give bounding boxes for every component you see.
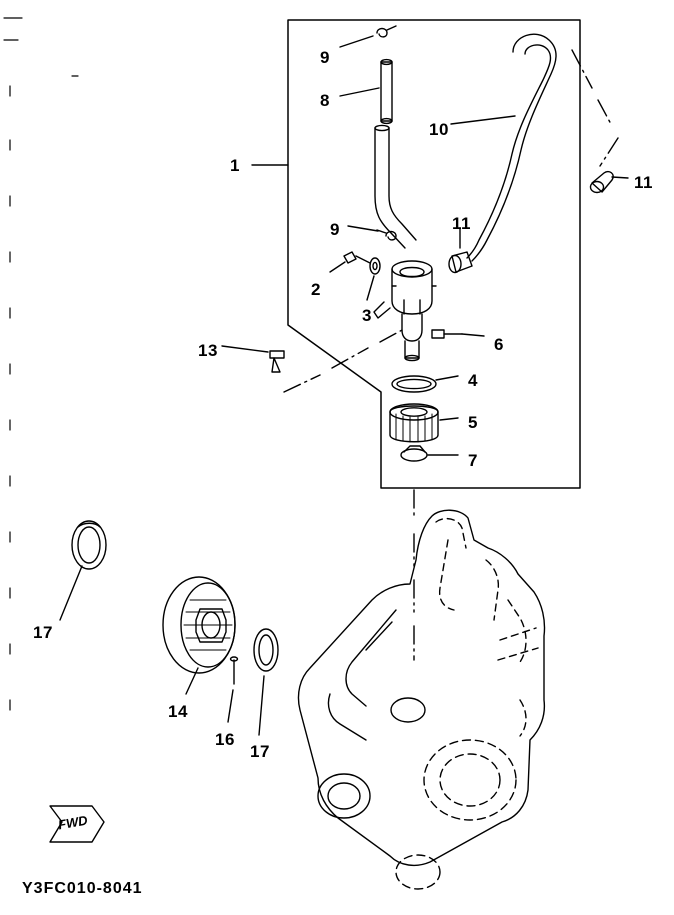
leader-5 <box>440 418 458 420</box>
crankcase-detail-7 <box>366 622 392 650</box>
leader-3 <box>367 276 374 300</box>
gear-5-bore <box>401 408 427 416</box>
clamp-9-top <box>377 29 387 37</box>
screw-6-head <box>432 330 444 338</box>
bolt-13-head <box>270 351 284 358</box>
leader-4 <box>436 376 458 380</box>
leader-11-right <box>612 177 628 178</box>
callout-number-8: 8 <box>320 91 330 110</box>
pump-side-arm <box>374 302 390 318</box>
gear-5-body <box>390 406 438 442</box>
callout-number-11: 11 <box>452 214 471 233</box>
callout-number-2: 2 <box>311 280 321 299</box>
washer-3 <box>370 258 380 274</box>
callout-number-16: 16 <box>215 730 235 749</box>
callout-number-17: 17 <box>250 742 270 761</box>
crankcase-detail-3 <box>486 560 498 620</box>
crankcase-detail-6 <box>498 648 538 660</box>
crankcase-bore-inner <box>440 754 500 806</box>
axis-line-13 <box>284 329 404 392</box>
pump-body-ribs <box>404 300 420 314</box>
crankcase-bore-small <box>318 774 370 818</box>
callout-number-14: 14 <box>168 702 188 721</box>
leader-10 <box>451 116 515 124</box>
leader-9-lower <box>348 226 378 231</box>
leader-17-lower <box>259 676 264 735</box>
leader-6-tail <box>462 334 484 336</box>
pump-top-plate <box>400 268 424 277</box>
callout-number-17: 17 <box>33 623 53 642</box>
leader-16 <box>228 690 233 722</box>
part-code-label: Y3FC010-8041 <box>22 880 143 897</box>
leader-13 <box>222 346 268 352</box>
callout-number-9: 9 <box>330 220 340 239</box>
callout-number-5: 5 <box>468 413 478 432</box>
pump-neck <box>402 314 422 341</box>
crankcase-rib-1 <box>346 610 396 706</box>
hose-10-inner <box>467 45 551 258</box>
hose-lower-inner <box>389 128 416 240</box>
oring-17-upper <box>72 521 106 569</box>
crankcase-detail-1 <box>436 519 466 548</box>
callout-number-11: 11 <box>634 173 653 192</box>
leader-17-upper <box>60 566 82 620</box>
callout-number-6: 6 <box>494 335 504 354</box>
hose-lower-outer <box>375 128 405 248</box>
callout-number-1: 1 <box>230 156 240 175</box>
callout-number-13: 13 <box>198 341 218 360</box>
bolt-2-head <box>344 252 356 263</box>
washer-3-hole <box>373 262 377 269</box>
crankcase-bore-large <box>424 740 516 820</box>
hose-lower-top-rim <box>375 125 389 130</box>
leader-2 <box>330 262 345 272</box>
crankcase-hole-1 <box>391 698 425 722</box>
bolt-13-shank <box>272 358 280 372</box>
oring-17-upper-inner <box>78 527 100 563</box>
crankcase-outline <box>298 510 544 865</box>
oring-17-lower-inner <box>259 635 273 665</box>
bolt-2-shank <box>356 256 370 263</box>
crankcase-bore-small-inner <box>328 783 360 809</box>
crankcase-detail-8 <box>520 700 526 736</box>
crankcase-bore-bottom <box>396 855 440 889</box>
hose-8-body <box>381 62 392 121</box>
callout-number-3: 3 <box>362 306 372 325</box>
pump-body-top <box>392 261 432 277</box>
oring-4-inner <box>397 379 431 388</box>
pump-body <box>392 269 432 314</box>
fwd-label: FWD <box>56 812 89 833</box>
callout-number-9: 9 <box>320 48 330 67</box>
callout-number-7: 7 <box>468 451 478 470</box>
clamp-9-top-tail <box>387 26 396 30</box>
oring-4 <box>392 376 436 392</box>
crankcase-detail-5 <box>500 628 536 640</box>
pin-16-head <box>231 657 238 661</box>
callout-number-10: 10 <box>429 120 449 139</box>
margin-ticks <box>4 18 78 710</box>
leader-9-top <box>340 36 373 47</box>
group-boundary-box <box>288 20 580 488</box>
crankcase-detail-2 <box>440 540 454 610</box>
leader-8 <box>340 88 379 96</box>
axis-line-11-right <box>572 50 618 166</box>
callout-number-4: 4 <box>468 371 478 390</box>
